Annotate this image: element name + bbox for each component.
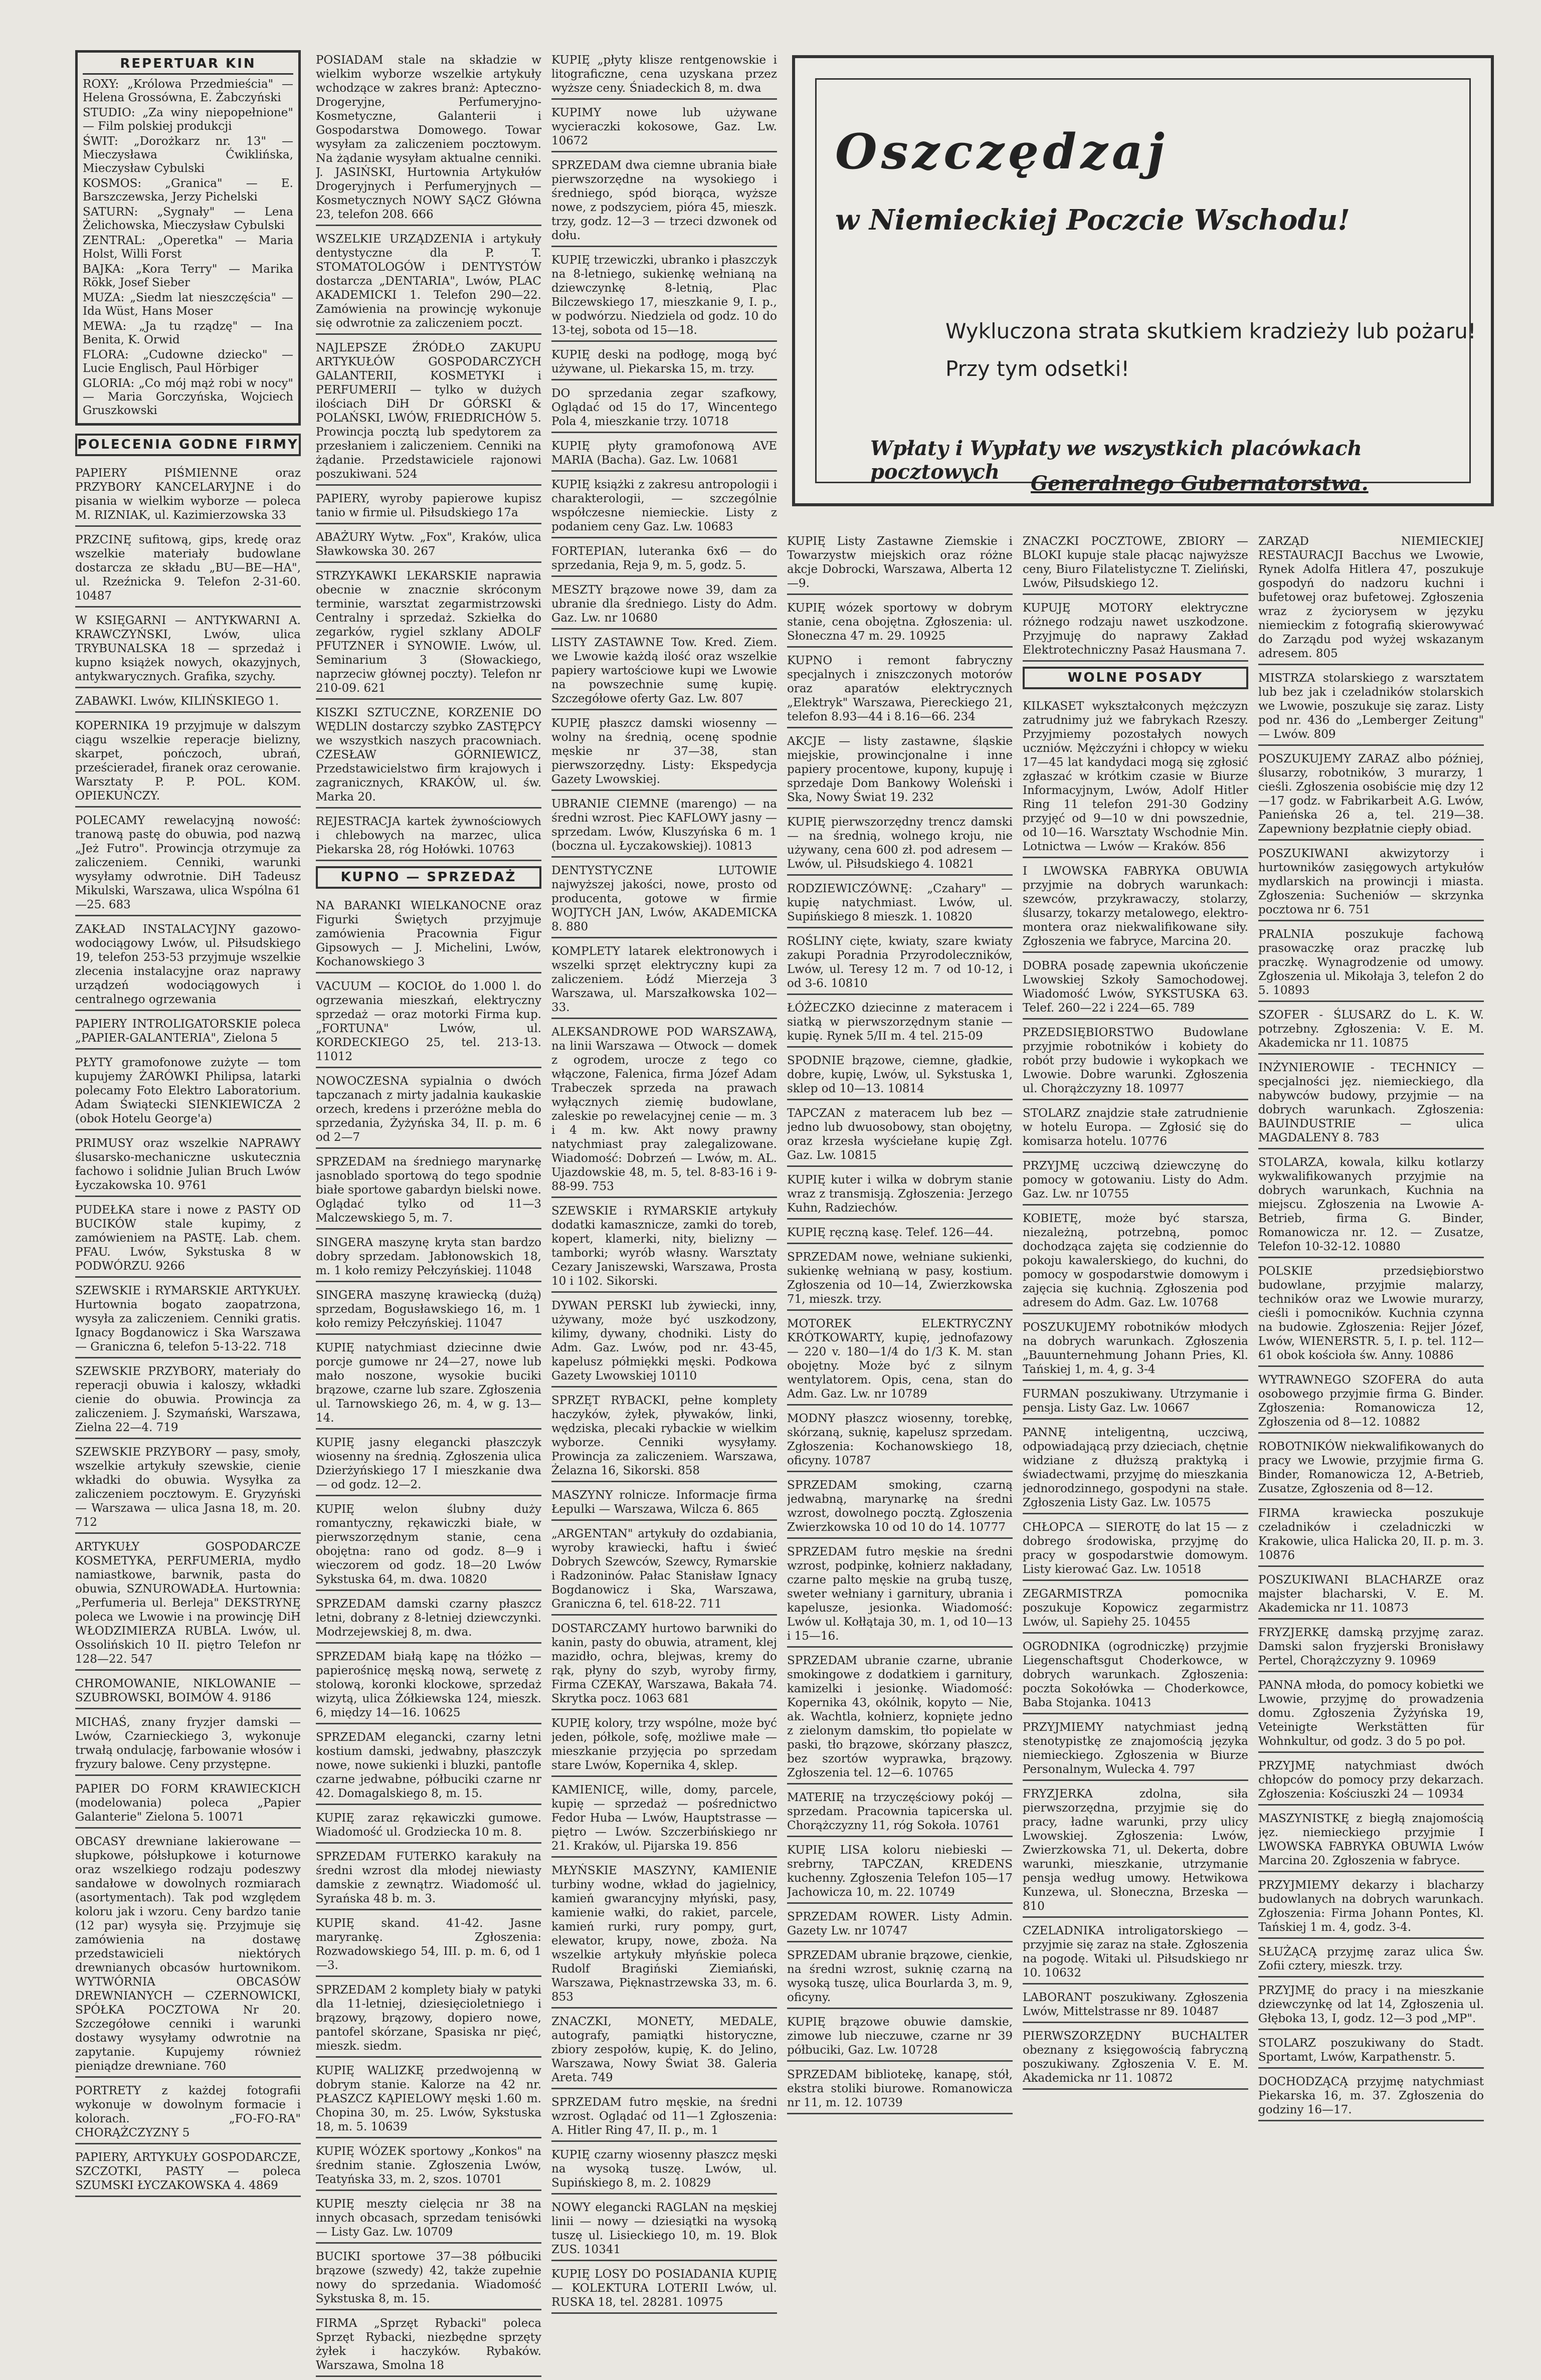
classified-ad: MASZYNY rolnicze. Informacje firma Łepulki — Warszawa, Wilcza 6. 865 bbox=[551, 1485, 777, 1521]
classified-ad: SZOFER - ŚLUSARZ do L. K. W. potrzebny. Zgłoszenia: V. E. M. Akademicka nr 11. 10875 bbox=[1258, 1005, 1484, 1055]
job-ad: PRZYJMĘ uczciwą dziewczynę do pomocy w gotowaniu. Listy do Adm. Gaz. Lw. nr 10755 bbox=[1023, 1156, 1248, 1206]
classified-ad: KUPIĘ kolory, trzy wspólne, może być jeden, półkole, sofę, możliwe małe — mieszkanie przyjęcia po sprzedam stare Lwów, Kopernika 4, sklep. bbox=[551, 1713, 777, 1777]
classified-ad: SPRZEDAM futro męskie, na średni wzrost. Oglądać od 11—1 Zgłoszenia: A. Hitler Ring 47, II. p., m. 1 bbox=[551, 2092, 777, 2142]
job-ad: CZELADNIKA introligatorskiego — przyjmie się zaraz na stałe. Zgłoszenia na pogodę. Witaki ul. Piłsudskiego nr 10. 10632 bbox=[1023, 1921, 1248, 1985]
posady-title: WOLNE POSADY bbox=[1023, 667, 1248, 689]
job-ad: KILKASET wykształconych mężczyzn zatrudnimy już we fabrykach Rzeszy. Przyjmiemy pozostałych nowych uczniów. Mężczyźni i chłopcy w wieku 17—45 lat kandydaci mogą się zgłosić zgłaszać w krótkim czasie w Biurze Informacyjnym, Lwów, Adolf Hitler Ring 11 telefon 291-30 Godziny przyjęć od 9—10 w dni powszednie, od 10—16. Warsztaty Wschodnie Min. Lotnictwa — Lwów — Kraków. 856 bbox=[1023, 696, 1248, 858]
classified-ad: KUPIĘ trzewiczki, ubranko i płaszczyk na 8-letniego, sukienkę wełnianą na dziewczynkę 8-letnią, Plac Bilczewskiego 17, mieszkanie 9, I. p., w podwórzu. Niedziela od godz. 10 do 13-tej, sobota od 15—18. bbox=[551, 250, 777, 342]
classified-ad: PAPIER DO FORM KRAWIECKICH (modelowania) poleca „Papier Galanterie" Zielona 5. 10071 bbox=[75, 1779, 301, 1829]
repertuar-box bbox=[75, 50, 301, 426]
classified-ad: POSIADAM stale na składzie w wielkim wyborze wszelkie artykuły wchodzące w zakres branż: Apteczno-Drogeryjne, Perfumeryjno-Kosmetyczne, Galanterii i Gospodarstwa Domowego. Towar wysyłam za zaliczeniem pocztowym. Na żądanie wysyłam aktualne cenniki. J. JASIŃSKI, Hurtownia Artykułów Drogeryjnych i Perfumeryjnych — Kosmetycznych NOWY SĄCZ Główna 23, telefon 208. 666 bbox=[316, 50, 541, 226]
classified-ad: KUPIĘ jasny elegancki płaszczyk wiosenny na średnią. Zgłoszenia ulica Dzierżyńskiego 17 I mieszkanie dwa — od godz. 12—2. bbox=[316, 1433, 541, 1496]
classified-ad: POLECAMY rewelacyjną nowość: tranową pastę do obuwia, pod nazwą „Jeż Futro". Prowincja otrzymuje za zaliczeniem. Cenniki, warunki wysyłamy odwrotnie. DiH Tadeusz Mikulski, Warszawa, ulica Wspólna 61—25. 683 bbox=[75, 811, 301, 916]
classified-ad: DOSTARCZAMY hurtowo barwniki do kanin, pasty do obuwia, atrament, klej mazidło, ochra, blejwas, kremy do rąk, płyny do szyb, wyroby firmy, Firma CZEKAY, Warszawa, Bakała 74. Skrytka pocz. 1063 681 bbox=[551, 1619, 777, 1710]
classified-ad: SINGERA maszynę kryta stan bardzo dobry sprzedam. Jabłonowskich 18, m. 1 koło remizy Pełczyńskiej. 11048 bbox=[316, 1233, 541, 1282]
kupno-title: KUPNO — SPRZEDAŻ bbox=[316, 866, 541, 889]
classified-ad: PUDEŁKA stare i nowe z PASTY OD BUCIKÓW stale kupimy, z zamówieniem na PASTĘ. Lab. chem. PFAU. Lwów, Sykstuska 8 w PODWÓRZU. 9266 bbox=[75, 1200, 301, 1278]
classified-ad: „ARGENTAN" artykuły do ozdabiania, wyroby krawiecki, haftu i świeć Dobrych Szewców, Szewcy, Rymarskie i Radzoninów. Pałac Stanisław Ignacy Bogdanowicz i Ska, Warszawa, Graniczna 6, tel. 618-22. 711 bbox=[551, 1524, 777, 1616]
column-2-list bbox=[316, 50, 541, 861]
classified-ad: PRALNIA poszukuje fachową prasowaczkę oraz praczkę lub praczkę. Wynagrodzenie od umowy. Zgłoszenia ul. Mikołaja 3, telefon 2 do 5. 10893 bbox=[1258, 924, 1484, 1002]
classified-ad: KOPERNIKA 19 przyjmuje w dalszym ciągu wszelkie reperacje bielizny, skarpet, pończoch, ubrań, prześcieradeł, firanek oraz cerowanie. Warsztaty P. P. POL. KOM. OPIEKUŃCZY. bbox=[75, 716, 301, 808]
classified-ad: SPRZEDAM dwa ciemne ubrania białe pierwszorzędne na wysokiego i średniego, spód biorąca, wyższe nowe, z podszyciem, pióra 45, mieszk. trzy, godz. 12—3 — trzeci dzwonek od dołu. bbox=[551, 155, 777, 247]
classified-ad: PANNA młoda, do pomocy kobietki we Lwowie, przyjmę do prowadzenia domu. Zgłoszenia Żyżyńska 19, Veteinigte Werkstätten für Wohnkultur, od godz. 3 do 5 po poł. bbox=[1258, 1675, 1484, 1753]
classified-ad: ZNACZKI, MONETY, MEDALE, autografy, pamiątki historyczne, zbiory zespołów, kupię, K. do Jelino, Warszawa, Nowy Świat 38. Galeria Areta. 749 bbox=[551, 2012, 777, 2089]
classified-ad: KUPIĘ wózek sportowy w dobrym stanie, cena obojętna. Zgłoszenia: ul. Słoneczna 47 m. 29. 10925 bbox=[787, 598, 1013, 648]
repertuar-list bbox=[83, 78, 293, 418]
banner-line-2: Przy tym odsetki! bbox=[945, 356, 1130, 381]
classified-ad: POSZUKIWANI BLACHARZE oraz majster blacharski, V. E. M. Akademicka nr 11. 10873 bbox=[1258, 1570, 1484, 1620]
cinema-listing: SATURN: „Sygnały" — Lena Żelichowska, Mieczysław Cybulski bbox=[83, 206, 293, 232]
classified-ad: SPRZEDAM bibliotekę, kanapę, stół, ekstra stoliki biurowe. Romanowicza nr 11, m. 12. 10739 bbox=[787, 2065, 1013, 2114]
classified-ad: SPODNIE brązowe, ciemne, gładkie, dobre, kupię, Lwów, ul. Sykstuska 1, sklep od 10—13. 10814 bbox=[787, 1051, 1013, 1100]
classified-ad: SPRZEDAM FUTERKO karakuły na średni wzrost dla młodej niewiasty damskie z zewnątrz. Wiadomość ul. Syrańska 48 b. m. 3. bbox=[316, 1847, 541, 1910]
cinema-listing: GLORIA: „Co mój mąż robi w nocy" — Maria Gorczyńska, Wojciech Gruszkowski bbox=[83, 377, 293, 417]
classified-ad: PAPIERY INTROLIGATORSKIE poleca „PAPIER-GALANTERIA", Zielona 5 bbox=[75, 1014, 301, 1050]
classified-ad: DO sprzedania zegar szafkowy, Oglądać od 15 do 17, Wincentego Pola 4, mieszkanie trzy. 10718 bbox=[551, 383, 777, 433]
classified-ad: ALEKSANDROWE POD WARSZAWĄ, na linii Warszawa — Otwock — domek z ogrodem, urocze z tego co włączone, Falenica, firma Józef Adam Trabeczek sprzeda na prawach wyłącznych ziemię budowlane, zaleskie po rewelacyjnej cenie — m. 3 i 4 m. kw. Akt nowy prawny natychmiast pray zalegalizowane. Wiadomość: Dobrzeń — Lwów, m. AL. Ujazdowskie 48, m. 5, tel. 8-83-16 i 9-88-99. 753 bbox=[551, 1022, 777, 1198]
job-ad: PRZEDSIĘBIORSTWO Budowlane przyjmie robotników i kobiety do robót przy budowie i wykopkach we Lwowie. Dobre warunki. Zgłoszenia ul. Chorążczyzny 18. 10977 bbox=[1023, 1023, 1248, 1100]
classified-ad: SPRZEDAM ubranie czarne, ubranie smokingowe z dodatkiem i garnitury, kamizelki i jesionkę. Wiadomość: Kopernika 43, okólnik, kopyto — Nie, ak. Wachtla, kołnierz, kopnięte jedno z zielonym damskim, tło popielate w paski, tło brązowe, skórzany płaszcz, bez szortów wyprawka, brązowy. Zgłoszenia tel. 12—6. 10765 bbox=[787, 1651, 1013, 1784]
classified-ad: VACUUM — KOCIOŁ do 1.000 l. do ogrzewania mieszkań, elektryczny sprzedaż — oraz motorki Firma kup. „FORTUNA" Lwów, ul. KORDECKIEGO 25, tel. 213-13. 11012 bbox=[316, 976, 541, 1068]
job-ad: PRZYJMIEMY natychmiast jedną stenotypistkę ze znajomością języka niemieckiego. Zgłoszenia w Biurze Personalnym, Wulecka 4. 797 bbox=[1023, 1717, 1248, 1781]
column-1 bbox=[75, 50, 301, 2200]
job-ad: LABORANT poszukiwany. Zgłoszenia Lwów, Mittelstrasse nr 89. 10487 bbox=[1023, 1988, 1248, 2023]
classified-ad: SŁUŻĄCĄ przyjmę zaraz ulica Św. Zofii cztery, mieszk. trzy. bbox=[1258, 1942, 1484, 1977]
classified-ad: LISTY ZASTAWNE Tow. Kred. Ziem. we Lwowie każdą ilość oraz wszelkie papiery wartościowe kupi we Lwowie na powszechnie sumę kupię. Szczegółowe oferty Gaz. Lw. 807 bbox=[551, 633, 777, 710]
classified-ad: SPRZEDAM białą kapę na tłóżko — papierośnicę męską nową, serwetę z stolową, koronki klockowe, sprzedaż wizytą, ulica Żółkiewska 124, mieszk. 6, między 14—16. 10625 bbox=[316, 1647, 541, 1724]
kupno-list bbox=[316, 896, 541, 2377]
classified-ad: PRZCINĘ sufitową, gips, kredę oraz wszelkie materiały budowlane dostarcza ze składu „BU—BE—HA", ul. Rzeźnicka 9. Telefon 2-31-60. 10487 bbox=[75, 530, 301, 608]
classified-ad: ARTYKUŁY GOSPODARCZE KOSMETYKA, PERFUMERIA, mydło namiastkowe, barwnik, pasta do obuwia, SZNUROWADŁA. Hurtownia: „Perfumeria ul. Berleja" DEKSTRYNĘ poleca we Lwowie i na prowincję DiH WŁODZIMIERZA RUBLA. Lwów, ul. Ossolińskich 10 II. piętro Telefon nr 128—22. 547 bbox=[75, 1537, 301, 1671]
classified-ad: W KSIĘGARNI — ANTYKWARNI A. KRAWCZYŃSKI, Lwów, ulica TRYBUNALSKA 18 — sprzedaż i kupno książek nowych, okazyjnych, antykwarycznych. Grafika, szychy. bbox=[75, 611, 301, 688]
classified-ad: ZNACZKI POCZTOWE, ZBIORY — BLOKI kupuje stale płacąc najwyższe ceny, Biuro Filatelistyczne T. Zieliński, Lwów, Piłsudskiego 12. bbox=[1023, 531, 1248, 595]
classified-ad: KUPIĘ LISA koloru niebieski — srebrny, TAPCZAN, KREDENS kuchenny. Zgłoszenia Telefon 105—17 Jachowicza 10, m. 22. 10749 bbox=[787, 1840, 1013, 1904]
classified-ad: BUCIKI sportowe 37—38 półbuciki brązowe (szwedy) 42, także zupełnie nowy do sprzedania. Wiadomość Sykstuska 8, m. 15. bbox=[316, 2247, 541, 2310]
classified-ad: KUPIĘ brązowe obuwie damskie, zimowe lub nieczuwe, czarne nr 39 półbuciki, Gaz. Lw. 10728 bbox=[787, 2012, 1013, 2062]
classified-ad: SZEWSKIE PRZYBORY — pasy, smoły, wszelkie artykuły szewskie, cienie wkładki do obuwia. Wysyłka za zaliczeniem pocztowym. E. Gryzyński — Warszawa — ulica Jasna 18, m. 20. 712 bbox=[75, 1442, 301, 1534]
classified-ad: ZARZĄD NIEMIECKIEJ RESTAURACJI Bacchus we Lwowie, Rynek Adolfa Hitlera 47, poszukuje gospodyń do nadzoru kuchni i bufetowej oraz bufetowej. Zgłoszenia wraz z życiorysem w języku niemieckim z fotografią skierowywać do Zarządu pod wyżej wskazanym adresem. 805 bbox=[1258, 531, 1484, 665]
cinema-listing: STUDIO: „Za winy niepopełnione" — Film polskiej produkcji bbox=[83, 106, 293, 133]
classified-ad: STOLARZA, kowala, kilku kotlarzy wykwalifikowanych przyjmie na dobrych warunkach, Kuchnia na miejscu. Zgłoszenia na Lwowie A-Betrieb, firma G. Binder, Romanowicza nr. 12. — Zusatze, Telefon 10-32-12. 10880 bbox=[1258, 1152, 1484, 1258]
cinema-listing: KOSMOS: „Granica" — E. Barszczewska, Jerzy Pichelski bbox=[83, 177, 293, 204]
classified-ad: WYTRAWNEGO SZOFERA do auta osobowego przyjmie firma G. Binder. Zgłoszenia: Romanowicza 12, Zgłoszenia od 8—12. 10882 bbox=[1258, 1370, 1484, 1434]
classified-ad: SPRZEDAM ROWER. Listy Admin. Gazety Lw. nr 10747 bbox=[787, 1907, 1013, 1942]
classified-ad: SZEWSKIE PRZYBORY, materiały do reperacji obuwia i kaloszy, wkładki cienie do obuwia. Prowincja za zaliczeniem. J. Szymański, Warszawa, Zielna 22—4. 719 bbox=[75, 1361, 301, 1439]
classified-ad: ZAKŁAD INSTALACYJNY gazowo-wodociągowy Lwów, ul. Piłsudskiego 19, telefon 253-53 przyjmuje wszelkie zlecenia instalacyjne oraz naprawy urządzeń wodociągowych i centralnego ogrzewania bbox=[75, 919, 301, 1011]
job-ad: FRYZJERKA zdolna, siła pierwszorzędna, przyjmie się do pracy, ładne warunki, przy ulicy Lwowskiej. Zgłoszenia: Lwów, Zwierzkowska 71, ul. Dekerta, dobre warunki, mieszkanie, utrzymanie pensja według umowy. Hetwikowa Kunzewa, ul. Słoneczna, Brzeska — 810 bbox=[1023, 1784, 1248, 1918]
classified-ad: FIRMA „Sprzęt Rybacki" poleca Sprzęt Rybacki, niezbędne sprzęty żyłek i haczyków. Rybaków. Warszawa, Smolna 18 bbox=[316, 2313, 541, 2377]
column-3-list bbox=[551, 50, 777, 2314]
classified-ad: KOMPLETY latarek elektronowych i wszelki sprzęt elektryczny kupi za zaliczeniem. Łódź Mierzeja 3 Warszawa, ul. Marszałkowska 102—33. bbox=[551, 941, 777, 1019]
classified-ad: KUPIĘ natychmiast dziecinne dwie porcje gumowe nr 24—27, nowe lub mało noszone, wysokie buciki brązowe, czarne lub szare. Zgłoszenia ul. Tarnowskiego 26, m. 4, w g. 13—14. bbox=[316, 1338, 541, 1430]
classified-ad: AKCJE — listy zastawne, śląskie miejskie, prowincjonalne i inne papiery procentowe, kupony, kupuję i sprzedaje Dom Bankowy Woleński i Ska, Nowy Świat 19. 232 bbox=[787, 731, 1013, 809]
classified-ad: UBRANIE CIEMNE (marengo) — na średni wzrost. Piec KAFLOWY jasny — sprzedam. Lwów, Kluszyńska 6 m. 1 (boczna ul. Łyczakowskiej). 10813 bbox=[551, 794, 777, 858]
classified-ad: OBCASY drewniane lakierowane — słupkowe, półsłupkowe i koturnowe oraz wszelkiego rodzaju podeszwy sandałowe w dowolnych rozmiarach (asortymentach). Tak pod względem koloru jak i wzoru. Ceny bardzo tanie (12 par) wysyła się. Przyjmuje się zamówienia na dostawę przedstawicieli niektórych drewnianych obcasów hurtownikom. WYTWÓRNIA OBCASÓW DREWNIANYCH — CZERNOWICKI, SPÓŁKA POCZTOWA Nr 20. Szczegółowe cenniki i warunki dostawy wysyłamy odwrotnie na zapytanie. Kupujemy również pieniądze drewniane. 760 bbox=[75, 1832, 301, 2078]
newspaper-page bbox=[70, 50, 1499, 2372]
job-ad: OGRODNIKA (ogrodniczkę) przyjmie Liegenschaftsgut Choderkowce, w dobrych warunkach. Zgłoszenia: poczta Sokołówka — Choderkowce, Baba Stojanka. 10413 bbox=[1023, 1637, 1248, 1714]
classified-ad: KUPIĘ LOSY DO POSIADANIA KUPIĘ — KOLEKTURA LOTERII Lwów, ul. RUSKA 18, tel. 28281. 10975 bbox=[551, 2264, 777, 2314]
classified-ad: PŁYTY gramofonowe zużyte — tom kupujemy ŻARÓWKI Philipsa, latarki polecamy Foto Elektro Laboratorium. Adam Świątecki SIENKIEWICZA 2 (obok Hotelu George'a) bbox=[75, 1053, 301, 1130]
classified-ad: KUPIĘ deski na podłogę, mogą być używane, ul. Piekarska 15, m. trzy. bbox=[551, 345, 777, 380]
cinema-listing: BAJKA: „Kora Terry" — Marika Rökk, Josef Sieber bbox=[83, 263, 293, 289]
classified-ad: KUPIĘ pierwszorzędny trencz damski — na średnią, wolnego kroju, nie używany, cena 600 zł. pod adresem — Lwów, ul. Piłsudskiego 4. 10821 bbox=[787, 812, 1013, 876]
polecenia-title: POLECENIA GODNE FIRMY bbox=[75, 434, 301, 456]
classified-ad: SPRZEDAM 2 komplety biały w patyki dla 11-letniej, dziesięcioletniego i brązowy, brązowy, dopiero nowe, pantofel skórzane, Spasiska nr pięć, mieszk. siedm. bbox=[316, 1980, 541, 2058]
classified-ad: STRZYKAWKI LEKARSKIE naprawia obecnie w znacznie skróconym terminie, warsztat zegarmistrzowski Centralny i sprzedaż. Szkiełka do zegarków, rygiel szklany ADOLF PFUTZNER i SYNOWIE. Lwów, ul. Seminarium 3 (Słowackiego, naprzeciw głównej poczty). Telefon nr 210-09. 621 bbox=[316, 566, 541, 700]
classified-ad: DENTYSTYCZNE LUTOWIE najwyższej jakości, nowe, prosto od producenta, gotowe w firmie WOJTYCH JAN, Lwów, AKADEMICKA 8. 880 bbox=[551, 861, 777, 938]
classified-ad: KUPIĘ „płyty klisze rentgenowskie i litograficzne, cena uzyskana przez wyższe ceny. Śniadeckich 8, m. dwa bbox=[551, 50, 777, 100]
classified-ad: ŁÓŻECZKO dziecinne z materacem i siatką w pierwszorzędnym stanie — kupię. Rynek 5/II m. 4 tel. 215-09 bbox=[787, 998, 1013, 1048]
classified-ad: PAPIERY, wyroby papierowe kupisz tanio w firmie ul. Piłsudskiego 17a bbox=[316, 489, 541, 524]
classified-ad: MODNY płaszcz wiosenny, torebkę, skórzaną, suknię, kapelusz sprzedam. Zgłoszenia: Kochanowskiego 18, oficyny. 10787 bbox=[787, 1409, 1013, 1472]
classified-ad: FRYZJERKĘ damską przyjmę zaraz. Damski salon fryzjerski Bronisławy Pertel, Chorążczyzny 9. 10969 bbox=[1258, 1623, 1484, 1672]
job-ad: DOBRA posadę zapewnia ukończenie Lwowskiej Szkoły Samochodowej. Wiadomość Lwów, SYKSTUSKA 63. Telef. 260—22 i 224—65. 789 bbox=[1023, 956, 1248, 1020]
classified-ad: KUPIĘ skand. 41-42. Jasne maryrankę. Zgłoszenia: Rozwadowskiego 54, III. p. m. 6, od 1—3. bbox=[316, 1913, 541, 1977]
classified-ad: SZEWSKIE i RYMARSKIE artykuły dodatki kamasznicze, zamki do toreb, kopert, klamerki, nity, bielizny — tamborki; wyrób własny. Warsztaty Cezary Janiszewski, Warszawa, Prosta 10 i 102. Sikorski. bbox=[551, 1201, 777, 1293]
classified-ad: POSZUKUJEMY ZARAZ albo później, ślusarzy, robotników, 3 murarzy, 1 cieśli. Zgłoszenia osobiście mię dzy 12—17 godz. w Fabrikarbeit A.G. Lwów, Panieńska 26 a, tel. 219—38. Zapewniony bezpłatnie ciepły obiad. bbox=[1258, 749, 1484, 841]
job-ad: POSZUKUJEMY robotników młodych na dobrych warunkach. Zgłoszenia „Bauunternehmung Johann Pries, Kl. Tańskiej 1, m. 4, g. 3-4 bbox=[1023, 1317, 1248, 1381]
classified-ad: WSZELKIE URZĄDZENIA i artykuły dentystyczne dla P. T. STOMATOLOGÓW i DENTYSTÓW dostarcza „DENTARIA", Lwów, PLAC AKADEMICKI 1. Telefon 290—22. Zamówienia na prowincję wykonuje się odwrotnie za zaliczeniem poczt. bbox=[316, 229, 541, 335]
classified-ad: DOCHODZĄCĄ przyjmę natychmiast Piekarska 16, m. 37. Zgłoszenia do godziny 16—17. bbox=[1258, 2072, 1484, 2121]
classified-ad: TAPCZAN z materacem lub bez — jedno lub dwuosobowy, stan obojętny, oraz krzesła wyściełane kupię Zgł. Gaz. Lw. 10815 bbox=[787, 1103, 1013, 1167]
job-ad: I LWOWSKA FABRYKA OBUWIA przyjmie na dobrych warunkach: szewców, przykrawaczy, stolarzy, ślusarzy, tokarzy metalowego, elektro-montera oraz niekwalifikowane siły. Zgłoszenia we fabryce, Marcina 20. bbox=[1023, 861, 1248, 953]
classified-ad: KUPIĘ meszty cielęcia nr 38 na innych obcasach, sprzedam tenisówki — Listy Gaz. Lw. 10709 bbox=[316, 2194, 541, 2244]
classified-ad: KUPNO i remont fabryczny specjalnych i zniszczonych motorów oraz aparatów elektrycznych „Elektryk" Warszawa, Piereckiego 21, telefon 8.93—44 i 8.16—66. 234 bbox=[787, 651, 1013, 728]
banner-line-1: Wykluczona strata skutkiem kradzieży lub pożaru! bbox=[945, 319, 1476, 343]
classified-ad: KAMIENICĘ, wille, domy, parcele, kupię — sprzedaż — pośrednictwo Fedor Huba — Lwów, Hauptstrasse — piętro — Lwów. Szczerbińskiego nr 21. Kraków, ul. Pijarska 19. 856 bbox=[551, 1780, 777, 1858]
classified-ad: KUPIMY nowe lub używane wycieraczki kokosowe, Gaz. Lw. 10672 bbox=[551, 103, 777, 152]
classified-ad: POLSKIE przedsiębiorstwo budowlane, przyjmie malarzy, techników oraz we Lwowie murarzy, cieśli i pomocników. Kuchnia czynna na budowie. Zgłoszenia: Rejjer Józef, Lwów, WIENERSTR. 5, I. p. tel. 112—61 obok kościoła św. Anny. 10886 bbox=[1258, 1261, 1484, 1367]
repertuar-title: REPERTUAR KIN bbox=[83, 57, 293, 75]
job-ad: PANNĘ inteligentną, uczciwą, odpowiadającą przy dzieciach, chętnie widziane z dłuższą praktyką i świadectwami, przyjmę do mieszkania jednorodzinnego, gospodyni na stałe. Zgłoszenia Listy Gaz. Lw. 10575 bbox=[1023, 1423, 1248, 1514]
classified-ad: KUPIĘ ręczną kasę. Telef. 126—44. bbox=[787, 1223, 1013, 1244]
classified-ad: SPRZEDAM futro męskie na średni wzrost, podpinkę, kołnierz nakładany, czarne palto męskie na grubą tuszę, sweter wełniany i garnitury, ubrania i kapelusze, jesionka. Wiadomość: Lwów ul. Kołłątaja 30, m. 1, od 10—13 i 15—16. bbox=[787, 1542, 1013, 1648]
classified-ad: DYWAN PERSKI lub żywiecki, inny, używany, może być uszkodzony, kilimy, dywany, chodniki. Listy do Adm. Gaz. Lwów, pod nr. 43-45, kapelusz półmiękki męski. Podkowa Gazety Lwowskiej 10110 bbox=[551, 1296, 777, 1387]
banner-headline: Oszczędzaj bbox=[835, 123, 1169, 180]
job-ad: CHŁOPCA — SIEROTĘ do lat 15 — z dobrego środowiska, przyjmę do pracy w gospodarstwie domowym. Listy kierować Gaz. Lw. 10518 bbox=[1023, 1517, 1248, 1581]
classified-ad: REJESTRACJA kartek żywnościowych i chlebowych na marzec, ulica Piekarska 28, róg Hołówki. 10763 bbox=[316, 812, 541, 861]
classified-ad: SPRZEDAM elegancki, czarny letni kostium damski, jedwabny, płaszczyk nowe, nowe sukienki i bluzki, pantofle czarne jedwabne, półbuciki czarne nr 42. Domagalskiego 8, m. 15. bbox=[316, 1727, 541, 1805]
classified-ad: KUPIĘ WÓZEK sportowy „Konkos" na średnim stanie. Zgłoszenia Lwów, Teatyńska 33, m. 2, szos. 10701 bbox=[316, 2141, 541, 2191]
classified-ad: KUPIĘ książki z zakresu antropologii i charakterologii, — szczególnie współczesne niemieckie. Listy z podaniem ceny Gaz. Lw. 10683 bbox=[551, 475, 777, 538]
classified-ad: KUPIĘ płyty gramofonową AVE MARIA (Bacha). Gaz. Lw. 10681 bbox=[551, 436, 777, 472]
classified-ad: KISZKI SZTUCZNE, KORZENIE DO WĘDLIN dostarczy szybko ZASTĘPCY we wszystkich naszych pracowniach. CZESŁAW GÓRNIEWICZ, Przedstawicielstwo firm krajowych i zagranicznych, KRAKÓW, ul. św. Marka 20. bbox=[316, 703, 541, 809]
cinema-listing: ZENTRAL: „Operetka" — Maria Holst, Willi Forst bbox=[83, 234, 293, 261]
classified-ad: PAPIERY, ARTYKUŁY GOSPODARCZE, SZCZOTKI, PASTY — poleca SZUMSKI ŁYCZAKOWSKA 4. 4869 bbox=[75, 2147, 301, 2197]
job-ad: ZEGARMISTRZA pomocnika poszukuje Kopowicz zegarmistrz Lwów, ul. Sapiehy 25. 10455 bbox=[1023, 1584, 1248, 1634]
banner-line-4: Generalnego Gubernatorstwa. bbox=[1031, 472, 1369, 495]
banner-subheadline: w Niemieckiej Poczcie Wschodu! bbox=[835, 204, 1350, 237]
cinema-listing: FLORA: „Cudowne dziecko" — Lucie Englisch, Paul Hörbiger bbox=[83, 348, 293, 375]
classified-ad: ABAŻURY Wytw. „Fox", Kraków, ulica Sławkowska 30. 267 bbox=[316, 527, 541, 563]
classified-ad: PAPIERY PIŚMIENNE oraz PRZYBORY KANCELARYJNE i do pisania w wielkim wyborze — poleca M. RIZNIAK, ul. Kazimierzowska 33 bbox=[75, 463, 301, 527]
job-ad: KOBIETĘ, może być starsza, niezależną, potrzebną, pomoc dochodząca zajęta się codziennie do pokoju kawalerskiego, do kuchni, do pomocy w gospodarstwie domowym i zajęcia się kuchnią. Zgłoszenia pod adresem do Adm. Gaz. Lw. 10768 bbox=[1023, 1209, 1248, 1314]
classified-ad: SINGERA maszynę krawiecką (dużą) sprzedam, Bogusławskiego 16, m. 1 koło remizy Pełczyńskiej. 11047 bbox=[316, 1285, 541, 1335]
classified-ad: MISTRZA stolarskiego z warsztatem lub bez jak i czeladników stolarskich we Lwowie, poszukuje się zaraz. Listy pod nr. 436 do „Lemberger Zeitung" — Lwów. 809 bbox=[1258, 668, 1484, 746]
classified-ad: NA BARANKI WIELKANOCNE oraz Figurki Świętych przyjmuje zamówienia Pracownia Figur Gipsowych — J. Michelini, Lwów, Kochanowskiego 3 bbox=[316, 896, 541, 973]
classified-ad: MASZYNISTKĘ z biegłą znajomością jęz. niemieckiego przyjmie I LWOWSKA FABRYKA OBUWIA Lwów Marcina 20. Zgłoszenia w fabryce. bbox=[1258, 1809, 1484, 1872]
classified-ad: SPRZĘT RYBACKI, pełne komplety haczyków, żyłek, pływaków, linki, wędziska, plecaki rybackie w wielkim wyborze. Cenniki wysyłamy. Prowincja za zaliczeniem. Warszawa, Żelazna 16, Sikorski. 858 bbox=[551, 1391, 777, 1482]
classified-ad: MATERIĘ na trzyczęściowy pokój — sprzedam. Pracownia tapicerska ul. Chorążczyzny 11, róg Sokoła. 10761 bbox=[787, 1788, 1013, 1837]
classified-ad: STOLARZ poszukiwany do Stadt. Sportamt, Lwów, Karpathenstr. 5. bbox=[1258, 2033, 1484, 2069]
column-4 bbox=[787, 531, 1013, 2117]
classified-ad: RODZIEWICZÓWNĘ: „Czahary" — kupię natychmiast. Lwów, ul. Supińskiego 8 mieszk. 1. 10820 bbox=[787, 879, 1013, 928]
classified-ad: KUPUJĘ MOTORY elektryczne różnego rodzaju nawet uszkodzone. Przyjmuję do naprawy Zakład Elektrotechniczny Pasaż Hausmana 7. bbox=[1023, 598, 1248, 662]
classified-ad: ROŚLINY cięte, kwiaty, szare kwiaty zakupi Poradnia Przyrodoleczników, Lwów, ul. Teresy 12 m. 7 od 10-12, i od 3-6. 10810 bbox=[787, 931, 1013, 995]
column-5 bbox=[1023, 531, 1248, 2093]
polecenia-list bbox=[75, 463, 301, 2197]
cinema-listing: MUZA: „Siedm lat nieszczęścia" — Ida Wüst, Hans Moser bbox=[83, 291, 293, 318]
classified-ad: PRIMUSY oraz wszelkie NAPRAWY ślusarsko-mechaniczne uskutecznia fachowo i solidnie Julian Bruch Lwów Łyczakowska 10. 9761 bbox=[75, 1133, 301, 1197]
classified-ad: SZEWSKIE i RYMARSKIE ARTYKUŁY. Hurtownia bogato zaopatrzona, wysyła za zaliczeniem. Cenniki gratis. Ignacy Bogdanowicz i Ska Warszawa — Graniczna 6, telefon 5-13-22. 718 bbox=[75, 1281, 301, 1358]
classified-ad: KUPIĘ kuter i wilka w dobrym stanie wraz z transmisją. Zgłoszenia: Jerzego Kuhn, Radziechów. bbox=[787, 1170, 1013, 1220]
classified-ad: NAJLEPSZE ŹRÓDŁO ZAKUPU ARTYKUŁÓW GOSPODARCZYCH GALANTERII, KOSMETYKI i PERFUMERII — tylko w dużych ilościach DiH Dr GÓRSKI & POLAŃSKI, LWÓW, FRIEDRICHÓW 5. Prowincja pocztą lub spedytorem za przesłaniem i zaliczeniem. Cenniki na żądanie. Przedstawiciele rajonowi poszukiwani. 524 bbox=[316, 338, 541, 486]
classified-ad: MŁYŃSKIE MASZYNY, KAMIENIE turbiny wodne, wkład do jagielnicy, kamień gwarancyjny młyński, pasy, kamienie wałki, do rakiet, parcele, kamień rurki, rury pompy, gurt, elewator, krupy, nowe, zboża. Na wszelkie artykuły młyńskie poleca Rudolf Bragiński Ziemiański, Warszawa, Pięknastrzewska 33, m. 6. 853 bbox=[551, 1861, 777, 2009]
classified-ad: KUPIĘ Listy Zastawne Ziemskie i Towarzystw miejskich oraz różne akcje Dobrocki, Warszawa, Alberta 12—9. bbox=[787, 531, 1013, 595]
classified-ad: NOWOCZESNA sypialnia o dwóch tapczanach z mirty jadalnia kaukaskie orzech, kredens i przeróżne mebla do sprzedania, Żyżyńska 34, II. p. m. 6 od 2—7 bbox=[316, 1071, 541, 1149]
classified-ad: PORTRETY z każdej fotografii wykonuje w dowolnym formacie i kolorach. „FO-FO-RA" CHORĄŻCZYZNY 5 bbox=[75, 2081, 301, 2144]
job-ad: FURMAN poszukiwany. Utrzymanie i pensja. Listy Gaz. Lw. 10667 bbox=[1023, 1384, 1248, 1420]
post-office-banner bbox=[792, 55, 1494, 506]
column-2 bbox=[316, 50, 541, 2380]
classified-ad: PRZYJMIEMY dekarzy i blacharzy budowlanych na dobrych warunkach. Zgłoszenia: Firma Johann Pontes, Kl. Tańskiej 1 m. 4, godz. 3-4. bbox=[1258, 1875, 1484, 1939]
cinema-listing: ŚWIT: „Dorożkarz nr. 13" — Mieczysława Ćwiklińska, Mieczysław Cybulski bbox=[83, 135, 293, 175]
classified-ad: MICHAŚ, znany fryzjer damski — Lwów, Czarnieckiego 3, wykonuje trwałą ondulację, farbowanie włosów i fryzury balowe. Ceny przystępne. bbox=[75, 1712, 301, 1776]
classified-ad: FORTEPIAN, luteranka 6x6 — do sprzedania, Reja 9, m. 5, godz. 5. bbox=[551, 541, 777, 577]
classified-ad: NOWY elegancki RAGLAN na męskiej linii — nowy — dziesiątki na wysoką tuszę ul. Lisieckiego 10, m. 19. Blok ZUS. 10341 bbox=[551, 2198, 777, 2261]
classified-ad: PRZYJMĘ natychmiast dwóch chłopców do pomocy przy dekarzach. Zgłoszenia: Kościuszki 24 — 10934 bbox=[1258, 1756, 1484, 1806]
column-3 bbox=[551, 50, 777, 2317]
classified-ad: FIRMA krawiecka poszukuje czeladników i czeladniczki w Krakowie, ulica Halicka 20, II. p. m. 3. 10876 bbox=[1258, 1503, 1484, 1567]
classified-ad: KUPIĘ WALIZKĘ przedwojenną w dobrym stanie. Kalorze na 42 nr. PŁASZCZ KĄPIELOWY męski 1.60 m. Chopina 30, m. 25. Lwów, Sykstuska 18, m. 5. 10639 bbox=[316, 2061, 541, 2138]
column-6 bbox=[1258, 531, 1484, 2124]
classified-ad: PRZYJMĘ do pracy i na mieszkanie dziewczynkę od lat 14, Zgłoszenia ul. Głęboka 13, I, godz. 12—3 pod „MP". bbox=[1258, 1980, 1484, 2030]
column-4-list bbox=[787, 531, 1013, 2114]
classified-ad: CHROMOWANIE, NIKLOWANIE — SZUBROWSKI, BOIMÓW 4. 9186 bbox=[75, 1674, 301, 1709]
classified-ad: SPRZEDAM nowe, wełniane sukienki, sukienkę wełnianą w pasy, kostium. Zgłoszenia od 10—14, Zwierzkowska 71, mieszk. trzy. bbox=[787, 1247, 1013, 1311]
cinema-listing: MEWA: „Ja tu rządzę" — Ina Benita, K. Orwid bbox=[83, 320, 293, 346]
classified-ad: ROBOTNIKÓW niekwalifikowanych do pracy we Lwowie, przyjmie firma G. Binder, Romanowicza 12, A-Betrieb, Zusatze, Zgłoszenia od 8—12. bbox=[1258, 1437, 1484, 1500]
job-ad: PIERWSZORZĘDNY BUCHALTER obeznany z księgowością fabryczną poszukiwany. Zgłoszenia V. E. M. Akademicka nr 11. 10872 bbox=[1023, 2026, 1248, 2090]
classified-ad: ZABAWKI. Lwów, KILIŃSKIEGO 1. bbox=[75, 691, 301, 713]
column-6-list bbox=[1258, 531, 1484, 2121]
classified-ad: MESZTY brązowe nowe 39, dam za ubranie dla średniego. Listy do Adm. Gaz. Lw. nr 10680 bbox=[551, 580, 777, 630]
banner-line-3: Wpłaty i Wypłaty we wszystkich placówkach pocztowych bbox=[870, 437, 1362, 484]
posady-list bbox=[1023, 696, 1248, 2090]
classified-ad: KUPIĘ zaraz rękawiczki gumowe. Wiadomość ul. Grodziecka 10 m. 8. bbox=[316, 1808, 541, 1844]
classified-ad: SPRZEDAM smoking, czarną jedwabną, marynarkę na średni wzrost, dowolnego pocztą. Zgłoszenia Zwierzkowska 10 od 10 do 14. 10777 bbox=[787, 1475, 1013, 1539]
column-5-list bbox=[1023, 531, 1248, 662]
classified-ad: INŻYNIEROWIE - TECHNICY — specjalności jęz. niemieckiego, dla nabywców budowy, przyjmie — na dobrych warunkach. Zgłoszenia: BAUINDUSTRIE — ulica MAGDALENY 8. 783 bbox=[1258, 1058, 1484, 1149]
classified-ad: POSZUKIWANI akwizytorzy i hurtowników zasięgowych artykułów mydlarskich na prowincji i miasta. Zgłoszenia: Sucheniów — skrzynka pocztowa nr 6. 751 bbox=[1258, 844, 1484, 921]
classified-ad: MOTOREK ELEKTRYCZNY KRÓTKOWARTY, kupię, jednofazowy — 220 v. 180—1/4 do 1/3 K. M. stan obojętny. Może być z silnym wentylatorem. Opis, cena, stan do Adm. Gaz. Lw. nr 10789 bbox=[787, 1314, 1013, 1406]
classified-ad: KUPIĘ czarny wiosenny płaszcz męski na wysoką tuszę. Lwów, ul. Supińskiego 8, m. 2. 10829 bbox=[551, 2145, 777, 2195]
classified-ad: SPRZEDAM na średniego marynarkę jasnoblado sportową do tego spodnie białe sportowe gabardyn bielski nowe. Oglądać tylko od 11—3 Malczewskiego 5, m. 7. bbox=[316, 1152, 541, 1230]
cinema-listing: ROXY: „Królowa Przedmieścia" — Helena Grossówna, E. Żabczyński bbox=[83, 78, 293, 104]
classified-ad: KUPIĘ welon ślubny duży romantyczny, rękawiczki białe, w pierwszorzędnym stanie, cena obojętna: rano od godz. 8—9 i wieczorem od godz. 18—20 Lwów Sykstuska 64, m. dwa. 10820 bbox=[316, 1499, 541, 1591]
classified-ad: SPRZEDAM ubranie brązowe, cienkie, na średni wzrost, suknię czarną na wysoką tuszę, ulica Bourlarda 3, m. 9, oficyny. bbox=[787, 1945, 1013, 2009]
classified-ad: SPRZEDAM damski czarny płaszcz letni, dobrany z 8-letniej dziewczynki. Modrzejewskiej 8, m. dwa. bbox=[316, 1594, 541, 1644]
classified-ad: KUPIĘ płaszcz damski wiosenny — wolny na średnią, ocenę spodnie męskie nr 37—38, stan pierwszorzędny. Listy: Ekspedycja Gazety Lwowskiej. bbox=[551, 713, 777, 791]
job-ad: STOLARZ znajdzie stałe zatrudnienie w hotelu Europa. — Zgłosić się do komisarza hotelu. 10776 bbox=[1023, 1103, 1248, 1153]
